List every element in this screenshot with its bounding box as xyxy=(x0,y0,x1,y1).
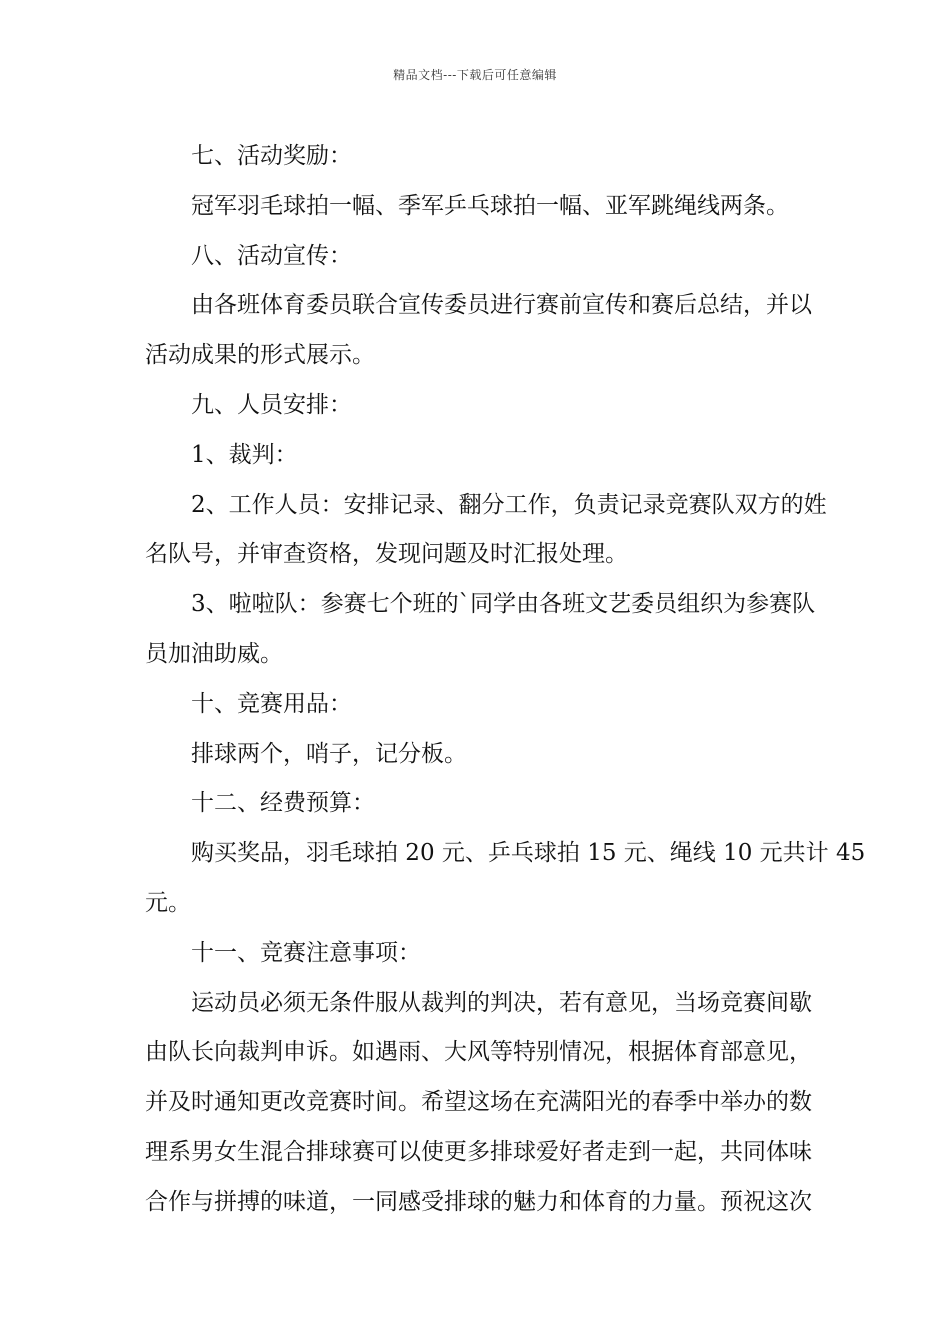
paragraph-line: 活动成果的形式展示。 xyxy=(145,342,375,369)
list-item-cheerleaders: 3、啦啦队：参赛七个班的`同学由各班文艺委员组织为参赛队 xyxy=(191,591,816,618)
document-body xyxy=(145,132,866,1228)
paragraph-line: 排球两个，哨子，记分板。 xyxy=(191,740,467,767)
paragraph-line: 运动员必须无条件服从裁判的判决，若有意见，当场竞赛间歇 xyxy=(191,989,812,1016)
section-heading-rewards: 七、活动奖励： xyxy=(191,143,352,169)
paragraph-line: 并及时通知更改竞赛时间。希望这场在充满阳光的春季中举办的数 xyxy=(145,1089,812,1116)
paragraph-line: 购买奖品，羽毛球拍 20 元、乒乓球拍 15 元、绳线 10 元共计 45 xyxy=(191,840,866,867)
section-heading-budget: 十二、经费预算： xyxy=(191,790,375,817)
section-heading-equipment: 十、竞赛用品： xyxy=(191,690,352,717)
paragraph-line: 由队长向裁判申诉。如遇雨、大风等特别情况，根据体育部意见， xyxy=(145,1039,812,1066)
paragraph-line: 由各班体育委员联合宣传委员进行赛前宣传和赛后总结，并以 xyxy=(191,292,812,319)
paragraph-line: 冠军羽毛球拍一幅、季军乒乓球拍一幅、亚军跳绳线两条。 xyxy=(191,192,789,219)
paragraph-line: 理系男女生混合排球赛可以使更多排球爱好者走到一起，共同体味 xyxy=(145,1138,812,1165)
section-heading-staff: 九、人员安排： xyxy=(191,391,352,418)
section-heading-publicity: 八、活动宣传： xyxy=(191,242,352,269)
paragraph-line: 员加油助威。 xyxy=(145,640,283,667)
paragraph-line: 合作与拼搏的味道，一同感受排球的魅力和体育的力量。预祝这次 xyxy=(145,1188,812,1215)
list-item-staff: 2、工作人员：安排记录、翻分工作，负责记录竞赛队双方的姓 xyxy=(191,491,827,518)
paragraph-line: 元。 xyxy=(145,889,191,916)
section-heading-notes: 十一、竞赛注意事项： xyxy=(191,939,421,966)
page-header: 精品文档---下载后可任意编辑 xyxy=(393,68,557,82)
list-item-referee: 1、裁判： xyxy=(191,441,298,468)
paragraph-line: 名队号，并审查资格，发现问题及时汇报处理。 xyxy=(145,541,628,568)
